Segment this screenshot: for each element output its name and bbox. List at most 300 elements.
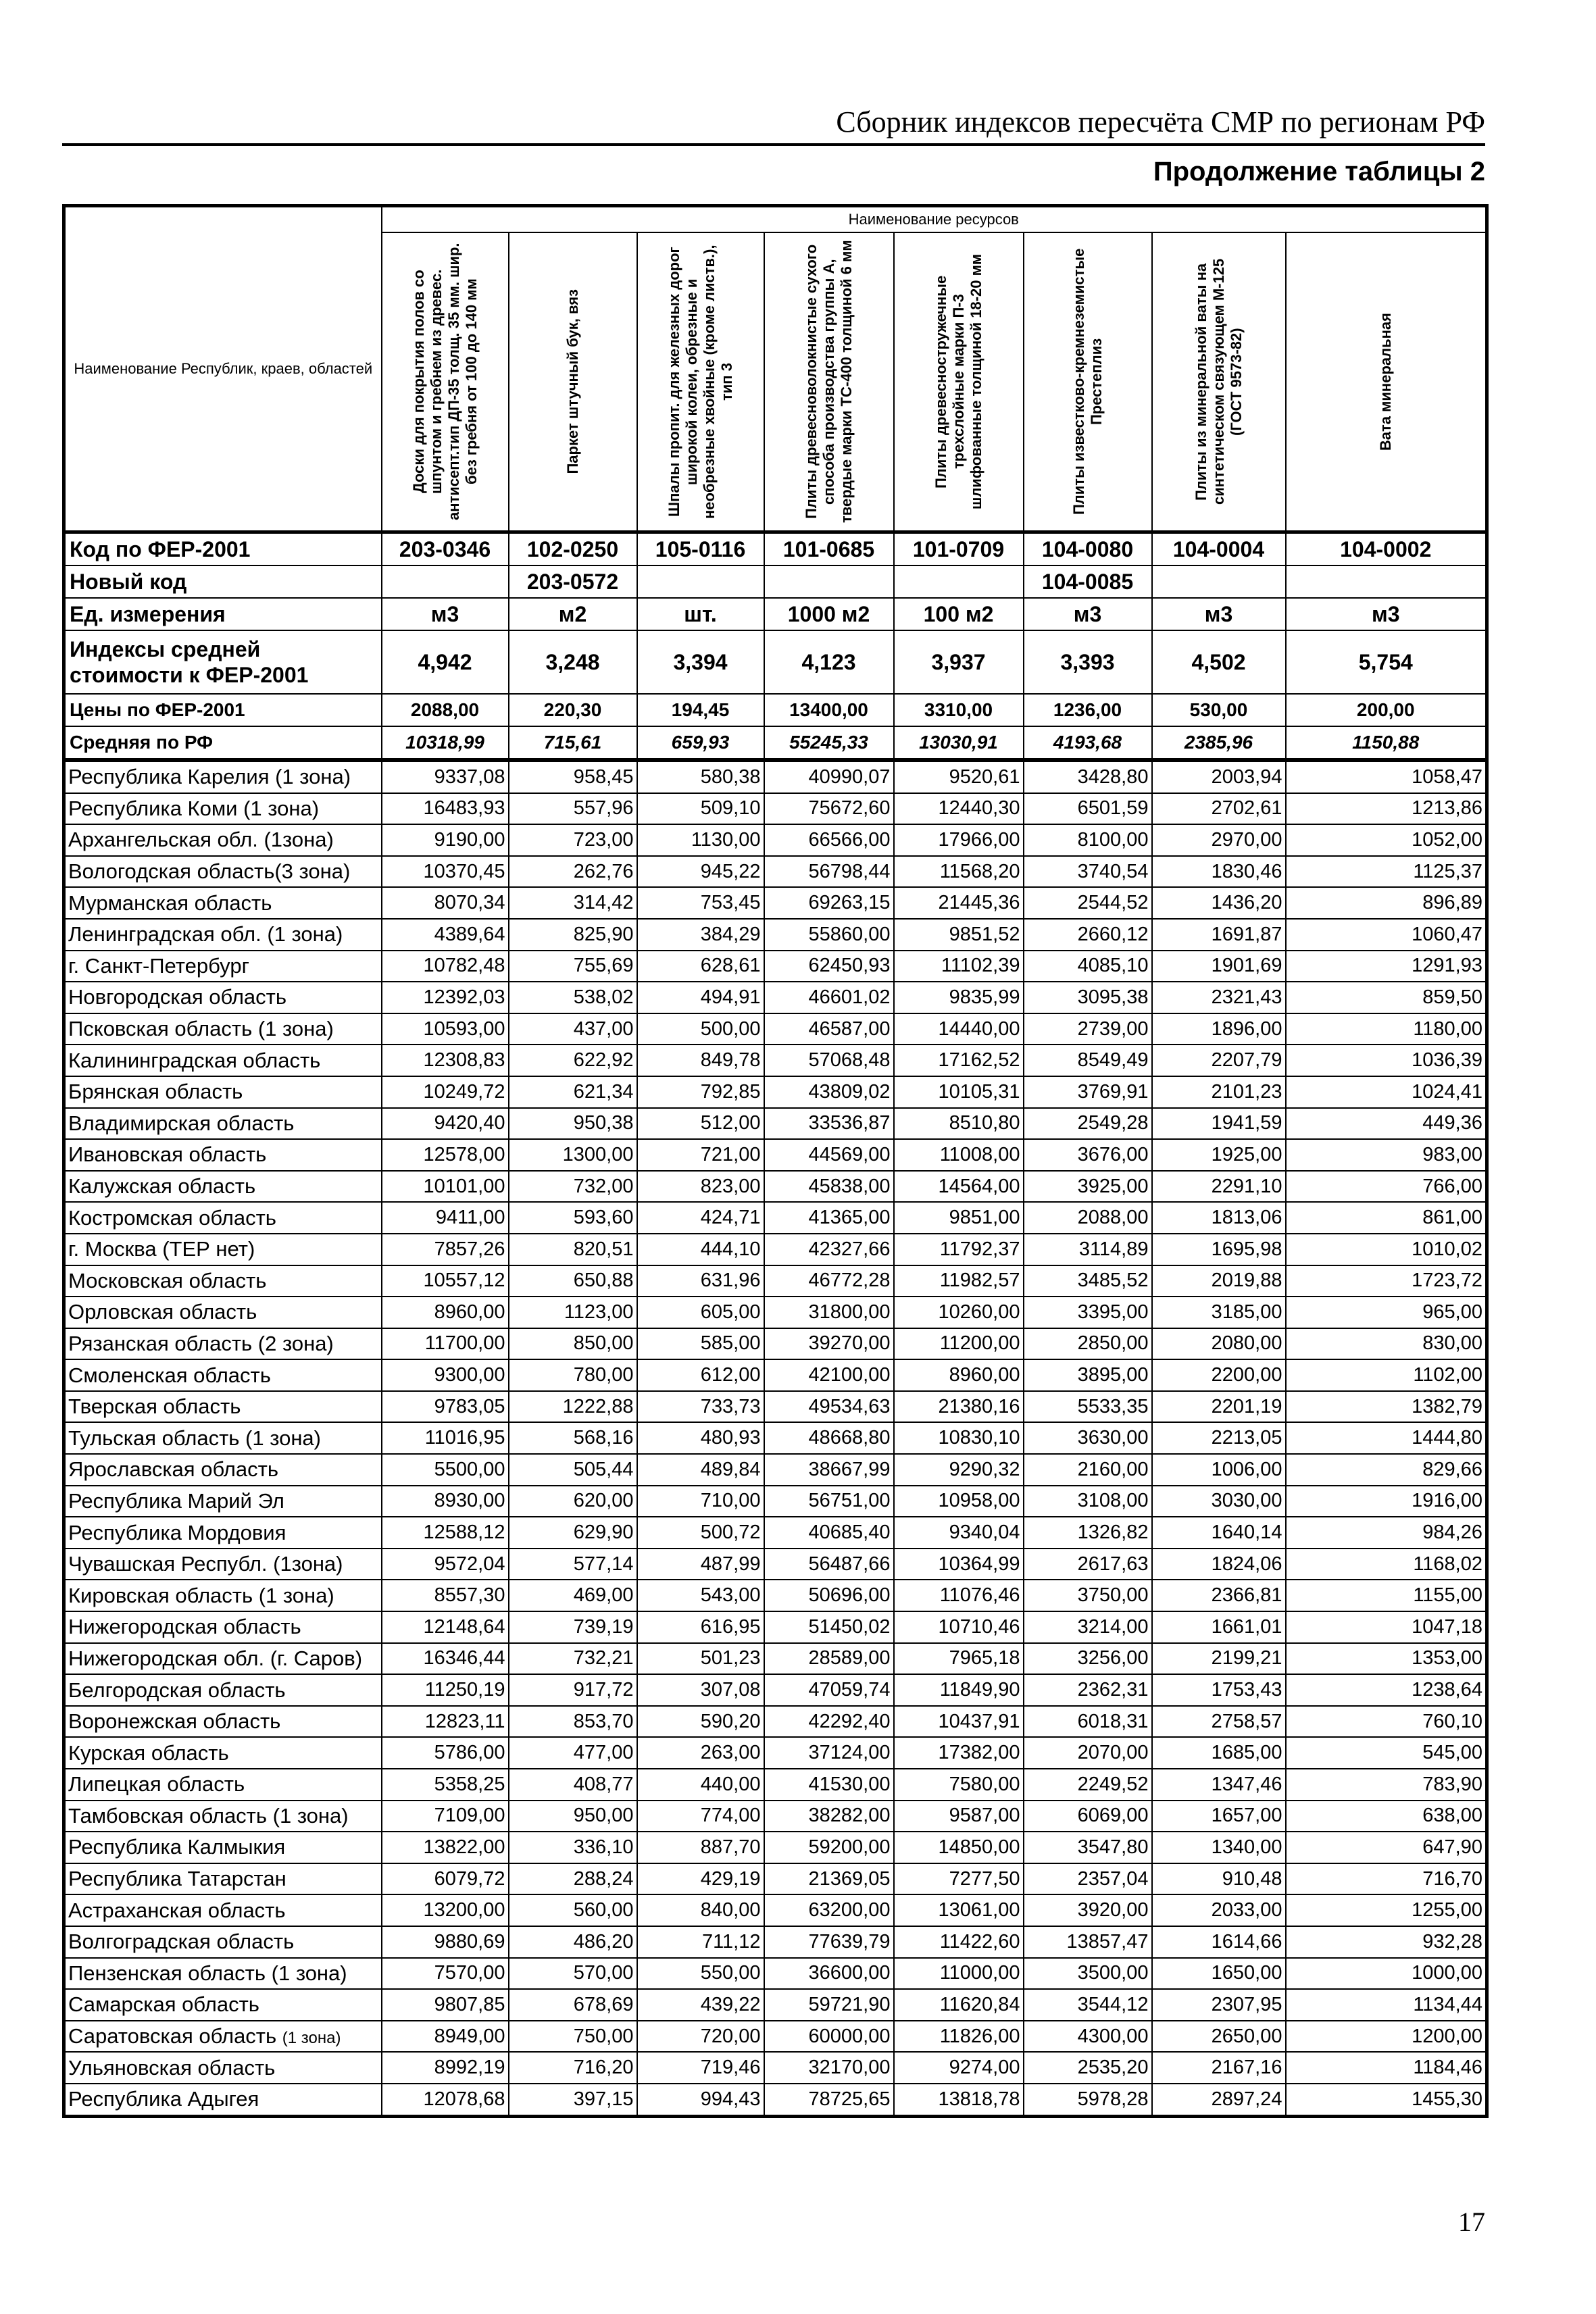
region-label: Калужская область <box>68 1174 256 1199</box>
region-name <box>64 1989 382 2021</box>
value-cell: 3108,00 <box>1024 1486 1152 1517</box>
region-label: Брянская область <box>68 1080 243 1104</box>
region-name <box>64 1139 382 1171</box>
value-cell: 9587,00 <box>894 1801 1024 1832</box>
table-row <box>64 2084 1487 2116</box>
region-label: Смоленская область <box>68 1363 271 1387</box>
meta-row-label: Ед. измерения <box>64 598 382 630</box>
value-cell: 716,70 <box>1286 1863 1487 1895</box>
meta-cell: 200,00 <box>1286 694 1487 726</box>
value-cell: 45838,00 <box>764 1171 894 1203</box>
value-cell: 2088,00 <box>1024 1202 1152 1234</box>
meta-cell: м3 <box>1286 598 1487 630</box>
value-cell: 629,90 <box>509 1517 637 1549</box>
region-label: Нижегородская область <box>68 1615 301 1639</box>
value-cell: 543,00 <box>637 1580 764 1611</box>
value-cell: 766,00 <box>1286 1171 1487 1203</box>
table-row <box>64 1486 1487 1517</box>
table-row <box>64 1517 1487 1549</box>
value-cell: 1382,79 <box>1286 1391 1487 1423</box>
table-row <box>64 824 1487 856</box>
region-name <box>64 1926 382 1958</box>
value-cell: 750,00 <box>509 2021 637 2053</box>
region-label: Архангельская обл. (1зона) <box>68 828 334 852</box>
meta-cell: м3 <box>1152 598 1286 630</box>
region-name <box>64 1328 382 1360</box>
table-row <box>64 1580 1487 1611</box>
value-cell: 8960,00 <box>894 1359 1024 1391</box>
value-cell: 487,99 <box>637 1549 764 1580</box>
value-cell: 307,08 <box>637 1674 764 1706</box>
meta-cell <box>764 565 894 598</box>
table-row <box>64 1108 1487 1140</box>
region-name <box>64 1580 382 1611</box>
value-cell: 11016,95 <box>382 1422 509 1454</box>
meta-row-label: Код по ФЕР-2001 <box>64 532 382 566</box>
value-cell: 41530,00 <box>764 1769 894 1801</box>
value-cell: 9411,00 <box>382 1202 509 1234</box>
value-cell: 2549,28 <box>1024 1108 1152 1140</box>
value-cell: 739,19 <box>509 1611 637 1643</box>
meta-cell: 5,754 <box>1286 630 1487 694</box>
value-cell: 710,00 <box>637 1486 764 1517</box>
value-cell: 444,10 <box>637 1234 764 1265</box>
value-cell: 42100,00 <box>764 1359 894 1391</box>
value-cell: 429,19 <box>637 1863 764 1895</box>
value-cell: 719,46 <box>637 2052 764 2084</box>
value-cell: 3030,00 <box>1152 1486 1286 1517</box>
value-cell: 2101,23 <box>1152 1076 1286 1108</box>
resource-column-header <box>1024 232 1152 532</box>
value-cell: 69263,15 <box>764 887 894 919</box>
value-cell: 11000,00 <box>894 1958 1024 1990</box>
table-row <box>64 1832 1487 1863</box>
meta-cell: 104-0004 <box>1152 532 1286 566</box>
meta-row-label: Индексы средней стоимости к ФЕР-2001 <box>64 630 382 694</box>
meta-cell: 4193,68 <box>1024 726 1152 760</box>
value-cell: 1155,00 <box>1286 1580 1487 1611</box>
value-cell: 958,45 <box>509 760 637 793</box>
region-name <box>64 1549 382 1580</box>
table-row <box>64 1013 1487 1045</box>
value-cell: 1000,00 <box>1286 1958 1487 1990</box>
value-cell: 9274,00 <box>894 2052 1024 2084</box>
value-cell: 11982,57 <box>894 1265 1024 1297</box>
value-cell: 439,22 <box>637 1989 764 2021</box>
value-cell: 3185,00 <box>1152 1297 1286 1328</box>
value-cell: 480,93 <box>637 1422 764 1454</box>
value-cell: 711,12 <box>637 1926 764 1958</box>
value-cell: 13200,00 <box>382 1894 509 1926</box>
value-cell: 1353,00 <box>1286 1643 1487 1675</box>
value-cell: 755,69 <box>509 951 637 982</box>
region-label: Пензенская область (1 зона) <box>68 1961 347 1985</box>
region-label: Республика Адыгея <box>68 2087 259 2111</box>
value-cell: 2199,21 <box>1152 1643 1286 1675</box>
region-name <box>64 2021 382 2053</box>
region-name <box>64 1422 382 1454</box>
value-cell: 580,38 <box>637 760 764 793</box>
meta-row-label: Новый код <box>64 565 382 598</box>
value-cell: 42292,40 <box>764 1706 894 1738</box>
meta-cell: 100 м2 <box>894 598 1024 630</box>
value-cell: 288,24 <box>509 1863 637 1895</box>
meta-row-label: Средняя по РФ <box>64 726 382 760</box>
value-cell: 1255,00 <box>1286 1894 1487 1926</box>
table-row <box>64 1202 1487 1234</box>
meta-cell: 101-0685 <box>764 532 894 566</box>
table-row <box>64 856 1487 888</box>
value-cell: 39270,00 <box>764 1328 894 1360</box>
region-label: Новгородская область <box>68 985 287 1009</box>
region-label: Нижегородская обл. (г. Саров) <box>68 1646 363 1670</box>
region-name <box>64 824 382 856</box>
value-cell: 950,38 <box>509 1108 637 1140</box>
value-cell: 2033,00 <box>1152 1894 1286 1926</box>
value-cell: 75672,60 <box>764 793 894 825</box>
region-label: Липецкая область <box>68 1772 245 1796</box>
table-row <box>64 2021 1487 2053</box>
region-name <box>64 919 382 951</box>
value-cell: 2291,10 <box>1152 1171 1286 1203</box>
value-cell: 3925,00 <box>1024 1171 1152 1203</box>
region-name <box>64 1265 382 1297</box>
value-cell: 859,50 <box>1286 982 1487 1013</box>
value-cell: 577,14 <box>509 1549 637 1580</box>
meta-cell: 3,248 <box>509 630 637 694</box>
meta-cell: 1150,88 <box>1286 726 1487 760</box>
value-cell: 5533,35 <box>1024 1391 1152 1423</box>
value-cell: 783,90 <box>1286 1769 1487 1801</box>
value-cell: 12148,64 <box>382 1611 509 1643</box>
value-cell: 1650,00 <box>1152 1958 1286 1990</box>
meta-cell: 104-0085 <box>1024 565 1152 598</box>
value-cell: 10593,00 <box>382 1013 509 1045</box>
value-cell: 1222,88 <box>509 1391 637 1423</box>
region-label: Орловская область <box>68 1300 257 1324</box>
value-cell: 437,00 <box>509 1013 637 1045</box>
region-name <box>64 856 382 888</box>
value-cell: 850,00 <box>509 1328 637 1360</box>
value-cell: 1436,20 <box>1152 887 1286 919</box>
region-label: Республика Марий Эл <box>68 1488 284 1513</box>
value-cell: 9300,00 <box>382 1359 509 1391</box>
value-cell: 500,72 <box>637 1517 764 1549</box>
value-cell: 570,00 <box>509 1958 637 1990</box>
region-name <box>64 760 382 793</box>
value-cell: 4085,10 <box>1024 951 1152 982</box>
table-row <box>64 1045 1487 1076</box>
value-cell: 12392,03 <box>382 982 509 1013</box>
value-cell: 47059,74 <box>764 1674 894 1706</box>
table-row <box>64 760 1487 793</box>
value-cell: 2307,95 <box>1152 1989 1286 2021</box>
page-number: 17 <box>1458 2207 1485 2237</box>
resource-column-header <box>1152 232 1286 532</box>
region-label: Ульяновская область <box>68 2055 276 2080</box>
region-name <box>64 1045 382 1076</box>
value-cell: 397,15 <box>509 2084 637 2116</box>
value-cell: 1291,93 <box>1286 951 1487 982</box>
value-cell: 1723,72 <box>1286 1265 1487 1297</box>
value-cell: 7580,00 <box>894 1769 1024 1801</box>
meta-cell: 13400,00 <box>764 694 894 726</box>
region-label: Белгородская область <box>68 1678 286 1702</box>
meta-cell: 1236,00 <box>1024 694 1152 726</box>
value-cell: 6501,59 <box>1024 793 1152 825</box>
value-cell: 3769,91 <box>1024 1076 1152 1108</box>
region-name <box>64 1391 382 1423</box>
resources-header: Наименование ресурсов <box>382 206 1487 233</box>
resource-column-label: Плиты древесностружечные трехслойные марки П-3 шлифованные толщиной 18-20 мм <box>932 253 984 510</box>
value-cell: 1614,66 <box>1152 1926 1286 1958</box>
value-cell: 2070,00 <box>1024 1737 1152 1769</box>
value-cell: 11200,00 <box>894 1328 1024 1360</box>
value-cell: 538,02 <box>509 982 637 1013</box>
value-cell: 2660,12 <box>1024 919 1152 951</box>
value-cell: 336,10 <box>509 1832 637 1863</box>
value-cell: 1657,00 <box>1152 1801 1286 1832</box>
value-cell: 774,00 <box>637 1801 764 1832</box>
resource-column-header <box>637 232 764 532</box>
value-cell: 1830,46 <box>1152 856 1286 888</box>
region-name <box>64 1769 382 1801</box>
region-name <box>64 793 382 825</box>
resource-column-header <box>509 232 637 532</box>
value-cell: 4389,64 <box>382 919 509 951</box>
value-cell: 7277,50 <box>894 1863 1024 1895</box>
value-cell: 1340,00 <box>1152 1832 1286 1863</box>
value-cell: 512,00 <box>637 1108 764 1140</box>
value-cell: 78725,65 <box>764 2084 894 2116</box>
value-cell: 509,10 <box>637 793 764 825</box>
value-cell: 10782,48 <box>382 951 509 982</box>
value-cell: 43809,02 <box>764 1076 894 1108</box>
value-cell: 792,85 <box>637 1076 764 1108</box>
region-label: Псковская область (1 зона) <box>68 1017 334 1041</box>
value-cell: 823,00 <box>637 1171 764 1203</box>
meta-cell: 4,502 <box>1152 630 1286 694</box>
value-cell: 1184,46 <box>1286 2052 1487 2084</box>
value-cell: 21445,36 <box>894 887 1024 919</box>
value-cell: 590,20 <box>637 1706 764 1738</box>
value-cell: 11422,60 <box>894 1926 1024 1958</box>
region-label: Кировская область (1 зона) <box>68 1583 334 1607</box>
value-cell: 13818,78 <box>894 2084 1024 2116</box>
table-row <box>64 982 1487 1013</box>
value-cell: 12078,68 <box>382 2084 509 2116</box>
table-row <box>64 1926 1487 1958</box>
value-cell: 723,00 <box>509 824 637 856</box>
region-name <box>64 1832 382 1863</box>
meta-cell: 715,61 <box>509 726 637 760</box>
value-cell: 853,70 <box>509 1706 637 1738</box>
value-cell: 9190,00 <box>382 824 509 856</box>
value-cell: 384,29 <box>637 919 764 951</box>
meta-cell: 4,123 <box>764 630 894 694</box>
value-cell: 2249,52 <box>1024 1769 1152 1801</box>
region-name <box>64 1611 382 1643</box>
value-cell: 638,00 <box>1286 1801 1487 1832</box>
value-cell: 1134,44 <box>1286 1989 1487 2021</box>
value-cell: 2702,61 <box>1152 793 1286 825</box>
value-cell: 3740,54 <box>1024 856 1152 888</box>
value-cell: 2650,00 <box>1152 2021 1286 2053</box>
table-row <box>64 951 1487 982</box>
region-name <box>64 1359 382 1391</box>
value-cell: 21380,16 <box>894 1391 1024 1423</box>
table-row <box>64 1706 1487 1738</box>
value-cell: 12823,11 <box>382 1706 509 1738</box>
value-cell: 46601,02 <box>764 982 894 1013</box>
region-label: Вологодская область(3 зона) <box>68 859 351 884</box>
value-cell: 9572,04 <box>382 1549 509 1580</box>
value-cell: 3095,38 <box>1024 982 1152 1013</box>
region-label: г. Санкт-Петербург <box>68 953 249 978</box>
meta-cell: 3,937 <box>894 630 1024 694</box>
value-cell: 9851,52 <box>894 919 1024 951</box>
value-cell: 49534,63 <box>764 1391 894 1423</box>
value-cell: 449,36 <box>1286 1108 1487 1140</box>
value-cell: 17162,52 <box>894 1045 1024 1076</box>
meta-cell <box>382 565 509 598</box>
resource-column-label: Паркет штучный бук, вяз <box>564 289 581 474</box>
value-cell: 40990,07 <box>764 760 894 793</box>
value-cell: 1661,01 <box>1152 1611 1286 1643</box>
value-cell: 11849,90 <box>894 1674 1024 1706</box>
value-cell: 263,00 <box>637 1737 764 1769</box>
value-cell: 13822,00 <box>382 1832 509 1863</box>
region-name <box>64 2084 382 2116</box>
region-label: Волгоградская область <box>68 1930 295 1954</box>
value-cell: 55860,00 <box>764 919 894 951</box>
region-name <box>64 1674 382 1706</box>
value-cell: 11700,00 <box>382 1328 509 1360</box>
value-cell: 1036,39 <box>1286 1045 1487 1076</box>
value-cell: 50696,00 <box>764 1580 894 1611</box>
value-cell: 51450,02 <box>764 1611 894 1643</box>
value-cell: 2366,81 <box>1152 1580 1286 1611</box>
resource-column-header <box>894 232 1024 532</box>
value-cell: 622,92 <box>509 1045 637 1076</box>
region-label: Ивановская область <box>68 1142 267 1167</box>
region-label: Саратовская область <box>68 2024 277 2048</box>
value-cell: 46587,00 <box>764 1013 894 1045</box>
value-cell: 631,96 <box>637 1265 764 1297</box>
region-label: Воронежская область <box>68 1709 281 1734</box>
value-cell: 3395,00 <box>1024 1297 1152 1328</box>
value-cell: 1925,00 <box>1152 1139 1286 1171</box>
value-cell: 1125,37 <box>1286 856 1487 888</box>
value-cell: 8510,80 <box>894 1108 1024 1140</box>
value-cell: 2544,52 <box>1024 887 1152 919</box>
value-cell: 16483,93 <box>382 793 509 825</box>
value-cell: 17966,00 <box>894 824 1024 856</box>
value-cell: 8549,49 <box>1024 1045 1152 1076</box>
value-cell: 560,00 <box>509 1894 637 1926</box>
value-cell: 7570,00 <box>382 1958 509 1990</box>
meta-cell: 2088,00 <box>382 694 509 726</box>
value-cell: 42327,66 <box>764 1234 894 1265</box>
meta-cell <box>894 565 1024 598</box>
value-cell: 647,90 <box>1286 1832 1487 1863</box>
region-name <box>64 982 382 1013</box>
value-cell: 721,00 <box>637 1139 764 1171</box>
value-cell: 2207,79 <box>1152 1045 1286 1076</box>
value-cell: 984,26 <box>1286 1517 1487 1549</box>
value-cell: 716,20 <box>509 2052 637 2084</box>
value-cell: 7965,18 <box>894 1643 1024 1675</box>
value-cell: 545,00 <box>1286 1737 1487 1769</box>
value-cell: 760,10 <box>1286 1706 1487 1738</box>
region-name <box>64 1454 382 1486</box>
value-cell: 10249,72 <box>382 1076 509 1108</box>
value-cell: 5786,00 <box>382 1737 509 1769</box>
value-cell: 10557,12 <box>382 1265 509 1297</box>
value-cell: 568,16 <box>509 1422 637 1454</box>
value-cell: 1685,00 <box>1152 1737 1286 1769</box>
value-cell: 7857,26 <box>382 1234 509 1265</box>
region-label: Республика Татарстан <box>68 1867 286 1891</box>
value-cell: 7109,00 <box>382 1801 509 1832</box>
value-cell: 3750,00 <box>1024 1580 1152 1611</box>
meta-cell: 220,30 <box>509 694 637 726</box>
meta-cell: 55245,33 <box>764 726 894 760</box>
value-cell: 9337,08 <box>382 760 509 793</box>
value-cell: 10710,46 <box>894 1611 1024 1643</box>
value-cell: 314,42 <box>509 887 637 919</box>
value-cell: 60000,00 <box>764 2021 894 2053</box>
meta-row-new-code <box>64 565 1487 598</box>
value-cell: 829,66 <box>1286 1454 1487 1486</box>
region-zone-suffix: (1 зона) <box>282 2029 341 2048</box>
value-cell: 32170,00 <box>764 2052 894 2084</box>
value-cell: 605,00 <box>637 1297 764 1328</box>
region-name <box>64 1517 382 1549</box>
value-cell: 2357,04 <box>1024 1863 1152 1895</box>
value-cell: 13061,00 <box>894 1894 1024 1926</box>
value-cell: 11102,39 <box>894 951 1024 982</box>
value-cell: 994,43 <box>637 2084 764 2116</box>
value-cell: 469,00 <box>509 1580 637 1611</box>
value-cell: 77639,79 <box>764 1926 894 1958</box>
region-label: Костромская область <box>68 1205 276 1230</box>
value-cell: 10364,99 <box>894 1549 1024 1580</box>
meta-cell: м2 <box>509 598 637 630</box>
meta-cell: м3 <box>1024 598 1152 630</box>
value-cell: 2003,94 <box>1152 760 1286 793</box>
value-cell: 557,96 <box>509 793 637 825</box>
table-row <box>64 1391 1487 1423</box>
table-row <box>64 1265 1487 1297</box>
value-cell: 494,91 <box>637 982 764 1013</box>
value-cell: 1691,87 <box>1152 919 1286 951</box>
region-name <box>64 1013 382 1045</box>
region-name <box>64 1894 382 1926</box>
meta-cell: 101-0709 <box>894 532 1024 566</box>
value-cell: 753,45 <box>637 887 764 919</box>
meta-cell: 3,393 <box>1024 630 1152 694</box>
value-cell: 9520,61 <box>894 760 1024 793</box>
resource-column-header <box>382 232 509 532</box>
value-cell: 650,88 <box>509 1265 637 1297</box>
value-cell: 1238,64 <box>1286 1674 1487 1706</box>
meta-row-unit <box>64 598 1487 630</box>
region-label: Республика Мордовия <box>68 1520 286 1544</box>
value-cell: 16346,44 <box>382 1643 509 1675</box>
meta-row-label: Цены по ФЕР-2001 <box>64 694 382 726</box>
meta-cell: 2385,96 <box>1152 726 1286 760</box>
